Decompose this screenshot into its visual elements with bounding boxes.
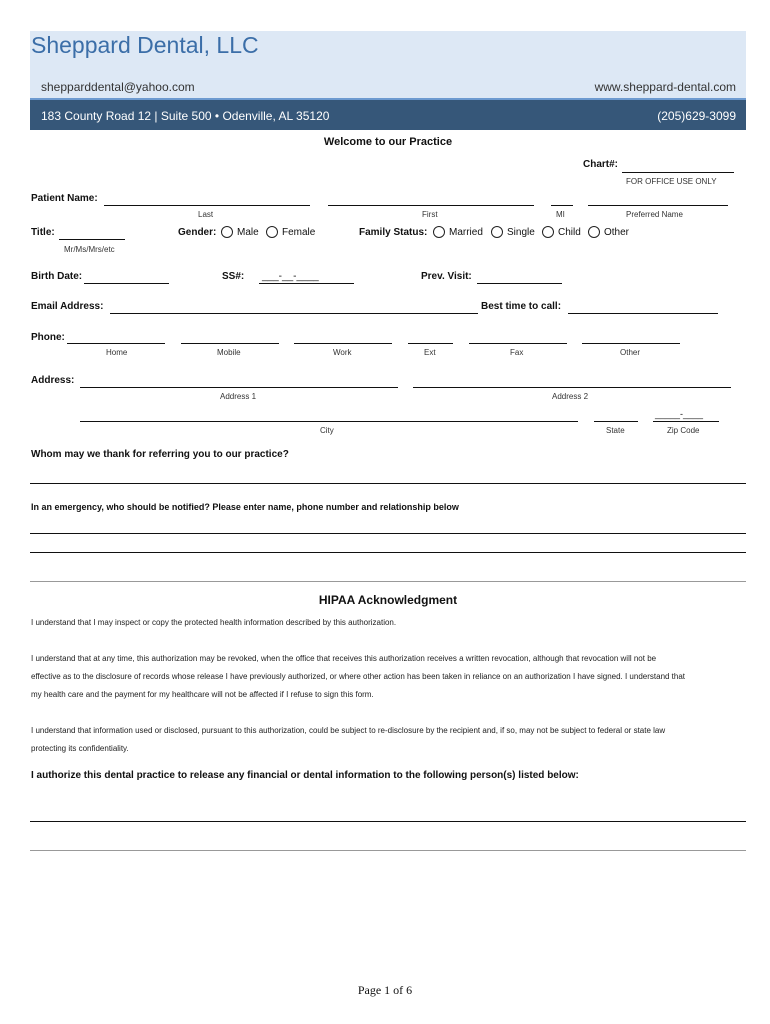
- address2-field[interactable]: [413, 387, 731, 388]
- emergency-field-1[interactable]: [30, 533, 746, 534]
- practice-phone: (205)629-3099: [657, 109, 736, 123]
- title-label: Title:: [31, 227, 55, 238]
- page-number: Page 1 of 6: [357, 983, 413, 997]
- phone-ext-sub: Ext: [424, 348, 436, 357]
- family-single-label: Single: [507, 227, 535, 238]
- family-status-label: Family Status:: [359, 227, 428, 238]
- authorized-persons-field[interactable]: [30, 821, 746, 822]
- family-single-radio[interactable]: [491, 226, 503, 238]
- practice-website: www.sheppard-dental.com: [594, 80, 736, 94]
- last-name-field[interactable]: [104, 205, 310, 206]
- company-name: Sheppard Dental, LLC: [31, 32, 259, 58]
- authorize-statement: I authorize this dental practice to release any financial or dental information to the following person(s) listed below:: [31, 770, 579, 781]
- chart-label: Chart#:: [583, 159, 619, 170]
- phone-other-field[interactable]: [582, 343, 680, 344]
- family-married-label: Married: [449, 227, 483, 238]
- title-field[interactable]: [59, 239, 125, 240]
- welcome-title: Welcome to our Practice: [323, 136, 453, 148]
- phone-work-sub: Work: [333, 348, 352, 357]
- phone-mobile-field[interactable]: [181, 343, 279, 344]
- chart-field[interactable]: [622, 172, 734, 173]
- hipaa-paragraph-2-line-3: my health care and the payment for my healthcare will not be affected if I refuse to sign this form.: [31, 690, 374, 699]
- gender-label: Gender:: [178, 227, 217, 238]
- emergency-question: In an emergency, who should be notified? Please enter name, phone number and relationship below: [31, 502, 459, 512]
- email-label: Email Address:: [31, 301, 104, 312]
- ss-field[interactable]: [259, 283, 354, 284]
- bottom-divider: [30, 850, 746, 851]
- phone-label: Phone:: [31, 332, 65, 343]
- family-other-radio[interactable]: [588, 226, 600, 238]
- address1-field[interactable]: [80, 387, 398, 388]
- title-hint: Mr/Ms/Mrs/etc: [64, 245, 115, 254]
- phone-fax-sub: Fax: [510, 348, 524, 357]
- office-use-note: FOR OFFICE USE ONLY: [626, 177, 717, 186]
- gender-female-radio[interactable]: [266, 226, 278, 238]
- first-name-field[interactable]: [328, 205, 534, 206]
- hipaa-paragraph-2-line-2: effective as to the disclosure of records whose release I have previously authorized, or where other action has been taken in reliance on an authorization I have signed. I understand that: [31, 672, 686, 681]
- phone-fax-field[interactable]: [469, 343, 567, 344]
- ss-placeholder: ___-__-____: [262, 271, 319, 282]
- referral-question: Whom may we thank for referring you to our practice?: [31, 449, 289, 460]
- city-field[interactable]: [80, 421, 578, 422]
- hipaa-paragraph-3-line-1: I understand that information used or disclosed, pursuant to this authorization, could be subject to re-disclosure by the recipient and, if so, may not be subject to federal or state law: [31, 726, 666, 735]
- phone-home-sub: Home: [106, 348, 128, 357]
- family-child-label: Child: [558, 227, 581, 238]
- patient-name-label: Patient Name:: [31, 193, 98, 204]
- phone-mobile-sub: Mobile: [217, 348, 241, 357]
- gender-male-label: Male: [237, 227, 259, 238]
- emergency-field-2[interactable]: [30, 552, 746, 553]
- phone-other-sub: Other: [620, 348, 641, 357]
- phone-work-field[interactable]: [294, 343, 392, 344]
- address-label: Address:: [31, 375, 75, 386]
- preferred-name-field[interactable]: [588, 205, 728, 206]
- ss-label: SS#:: [222, 271, 245, 282]
- best-time-label: Best time to call:: [481, 301, 562, 312]
- hipaa-paragraph-1: I understand that I may inspect or copy the protected health information described by this authorization.: [31, 618, 397, 627]
- mi-field[interactable]: [551, 205, 573, 206]
- gender-male-radio[interactable]: [221, 226, 233, 238]
- zip-placeholder: _____-____: [655, 409, 704, 419]
- hipaa-paragraph-3-line-2: protecting its confidentiality.: [31, 744, 129, 753]
- prev-visit-field[interactable]: [477, 283, 562, 284]
- first-sub: First: [422, 210, 438, 219]
- birth-date-label: Birth Date:: [31, 271, 83, 282]
- gender-female-label: Female: [282, 227, 316, 238]
- address2-sub: Address 2: [552, 392, 589, 401]
- zip-sub: Zip Code: [667, 426, 700, 435]
- referral-field[interactable]: [30, 483, 746, 484]
- hipaa-paragraph-2-line-1: I understand that at any time, this authorization may be revoked, when the office that receives this authorization receives a written revocation, although that revocation will not be: [31, 654, 657, 663]
- best-time-field[interactable]: [568, 313, 718, 314]
- prev-visit-label: Prev. Visit:: [421, 271, 472, 282]
- last-sub: Last: [198, 210, 214, 219]
- city-sub: City: [320, 426, 334, 435]
- birth-date-field[interactable]: [84, 283, 169, 284]
- family-other-label: Other: [604, 227, 630, 238]
- phone-home-field[interactable]: [67, 343, 165, 344]
- state-field[interactable]: [594, 421, 638, 422]
- state-sub: State: [606, 426, 625, 435]
- family-married-radio[interactable]: [433, 226, 445, 238]
- address1-sub: Address 1: [220, 392, 257, 401]
- email-field[interactable]: [110, 313, 478, 314]
- practice-address: 183 County Road 12 | Suite 500 • Odenville, AL 35120: [41, 109, 330, 123]
- family-child-radio[interactable]: [542, 226, 554, 238]
- zip-field[interactable]: [653, 421, 719, 422]
- phone-ext-field[interactable]: [408, 343, 453, 344]
- hipaa-title: HIPAA Acknowledgment: [318, 593, 458, 607]
- mi-sub: MI: [556, 210, 565, 219]
- practice-email: shepparddental@yahoo.com: [41, 80, 195, 94]
- section-divider: [30, 581, 746, 582]
- preferred-sub: Preferred Name: [626, 210, 683, 219]
